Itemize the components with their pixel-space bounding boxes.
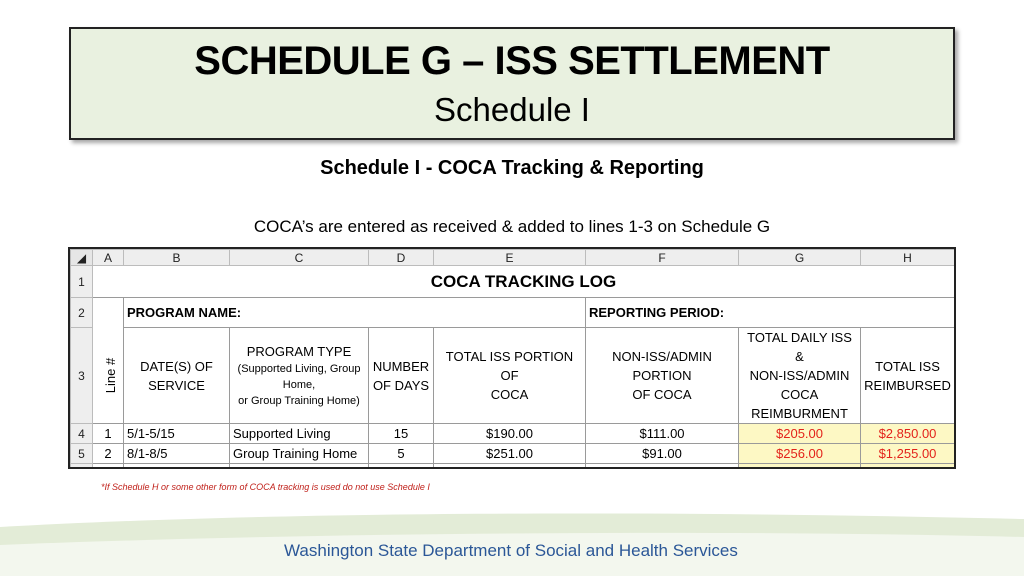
days-cell: 15 <box>369 424 434 444</box>
column-header: B <box>124 250 230 266</box>
program-name-label: PROGRAM NAME: <box>124 298 586 328</box>
row-number: 5 <box>71 444 93 464</box>
dates-header-line-2: SERVICE <box>148 377 205 393</box>
non-iss-cell: $91.00 <box>586 444 739 464</box>
line-cell: 1 <box>93 424 124 444</box>
dates-cell: 8/1-8/5 <box>124 444 230 464</box>
total-reimbursed-header <box>861 328 955 424</box>
daily-reimbursement-header <box>739 328 861 424</box>
dates-cell <box>124 464 230 470</box>
iss-cell: $190.00 <box>434 424 586 444</box>
program-type-header-line-3: or Group Training Home) <box>238 395 360 407</box>
column-header: H <box>861 250 955 266</box>
program-type-header-line-1: PROGRAM TYPE <box>246 344 352 359</box>
column-header: E <box>434 250 586 266</box>
column-header: F <box>586 250 739 266</box>
coca-tracking-table <box>70 249 955 469</box>
non-iss-cell <box>586 464 739 470</box>
header-row <box>71 328 955 424</box>
reimbursed-cell: $2,850.00 <box>861 424 955 444</box>
non-iss-cell: $111.00 <box>586 424 739 444</box>
iss-cell: $251.00 <box>434 444 586 464</box>
days-header-line-1: NUMBER <box>372 358 430 374</box>
program-type-header <box>230 328 369 424</box>
blank-cell <box>93 298 124 328</box>
row-number <box>71 464 93 470</box>
spreadsheet-screenshot <box>68 247 956 469</box>
daily-header-line-3: COCA REIMBURMENT <box>751 387 848 421</box>
sheet-row <box>71 298 955 328</box>
section-heading: Schedule I - COCA Tracking & Reporting <box>320 157 704 179</box>
log-title: COCA TRACKING LOG <box>93 266 955 298</box>
table-row <box>71 464 955 470</box>
column-header: G <box>739 250 861 266</box>
iss-cell <box>434 464 586 470</box>
reporting-period-label: REPORTING PERIOD: <box>586 298 955 328</box>
daily-cell <box>739 464 861 470</box>
reimbursed-cell <box>861 464 955 470</box>
reimbursed-header-line-1: TOTAL ISS <box>875 358 940 374</box>
corner-cell: ◢ <box>71 250 93 266</box>
daily-cell: $256.00 <box>739 444 861 464</box>
days-header-line-2: OF DAYS <box>372 377 430 393</box>
line-number-header <box>93 328 124 424</box>
program-type-cell: Supported Living <box>230 424 369 444</box>
daily-header-line-1: TOTAL DAILY ISS & <box>747 330 852 364</box>
slide-title: SCHEDULE G – ISS SETTLEMENT <box>194 39 830 83</box>
slide-caption: COCA’s are entered as received & added to lines 1-3 on Schedule G <box>253 217 771 236</box>
dates-header-line-1: DATE(S) OF <box>140 358 213 374</box>
table-row <box>71 424 955 444</box>
row-number: 3 <box>71 328 93 424</box>
iss-portion-header <box>434 328 586 424</box>
daily-header-line-2: NON-ISS/ADMIN <box>749 368 850 383</box>
reimbursed-cell: $1,255.00 <box>861 444 955 464</box>
column-header: D <box>369 250 434 266</box>
slide-subtitle: Schedule I <box>434 91 590 128</box>
dates-header <box>124 328 230 424</box>
row-number: 2 <box>71 298 93 328</box>
table-row <box>71 444 955 464</box>
program-type-cell: Group Training Home <box>230 444 369 464</box>
program-type-cell <box>230 464 369 470</box>
line-cell <box>93 464 124 470</box>
days-cell: 5 <box>369 444 434 464</box>
non-iss-header-line-2: OF COCA <box>632 387 692 402</box>
footnote: *If Schedule H or some other form of COCA tracking is used do not use Schedule I <box>101 482 430 492</box>
footer-organization: Washington State Department of Social and Health Services <box>284 541 738 560</box>
line-cell: 2 <box>93 444 124 464</box>
row-number: 4 <box>71 424 93 444</box>
column-header: A <box>93 250 124 266</box>
line-number-header-label: Line # <box>103 357 119 393</box>
days-cell <box>369 464 434 470</box>
column-header: C <box>230 250 369 266</box>
daily-cell: $205.00 <box>739 424 861 444</box>
title-box <box>69 27 955 140</box>
column-header-row <box>71 250 955 266</box>
sheet-row <box>71 266 955 298</box>
program-type-header-line-2: (Supported Living, Group Home, <box>237 363 361 391</box>
days-header <box>369 328 434 424</box>
iss-portion-header-line-1: TOTAL ISS PORTION OF <box>445 349 574 383</box>
iss-portion-header-line-2: COCA <box>490 387 529 402</box>
row-number: 1 <box>71 266 93 298</box>
reimbursed-header-line-2: REIMBURSED <box>864 377 951 393</box>
dates-cell: 5/1-5/15 <box>124 424 230 444</box>
non-iss-header-line-1: NON-ISS/ADMIN PORTION <box>612 349 712 383</box>
non-iss-header <box>586 328 739 424</box>
